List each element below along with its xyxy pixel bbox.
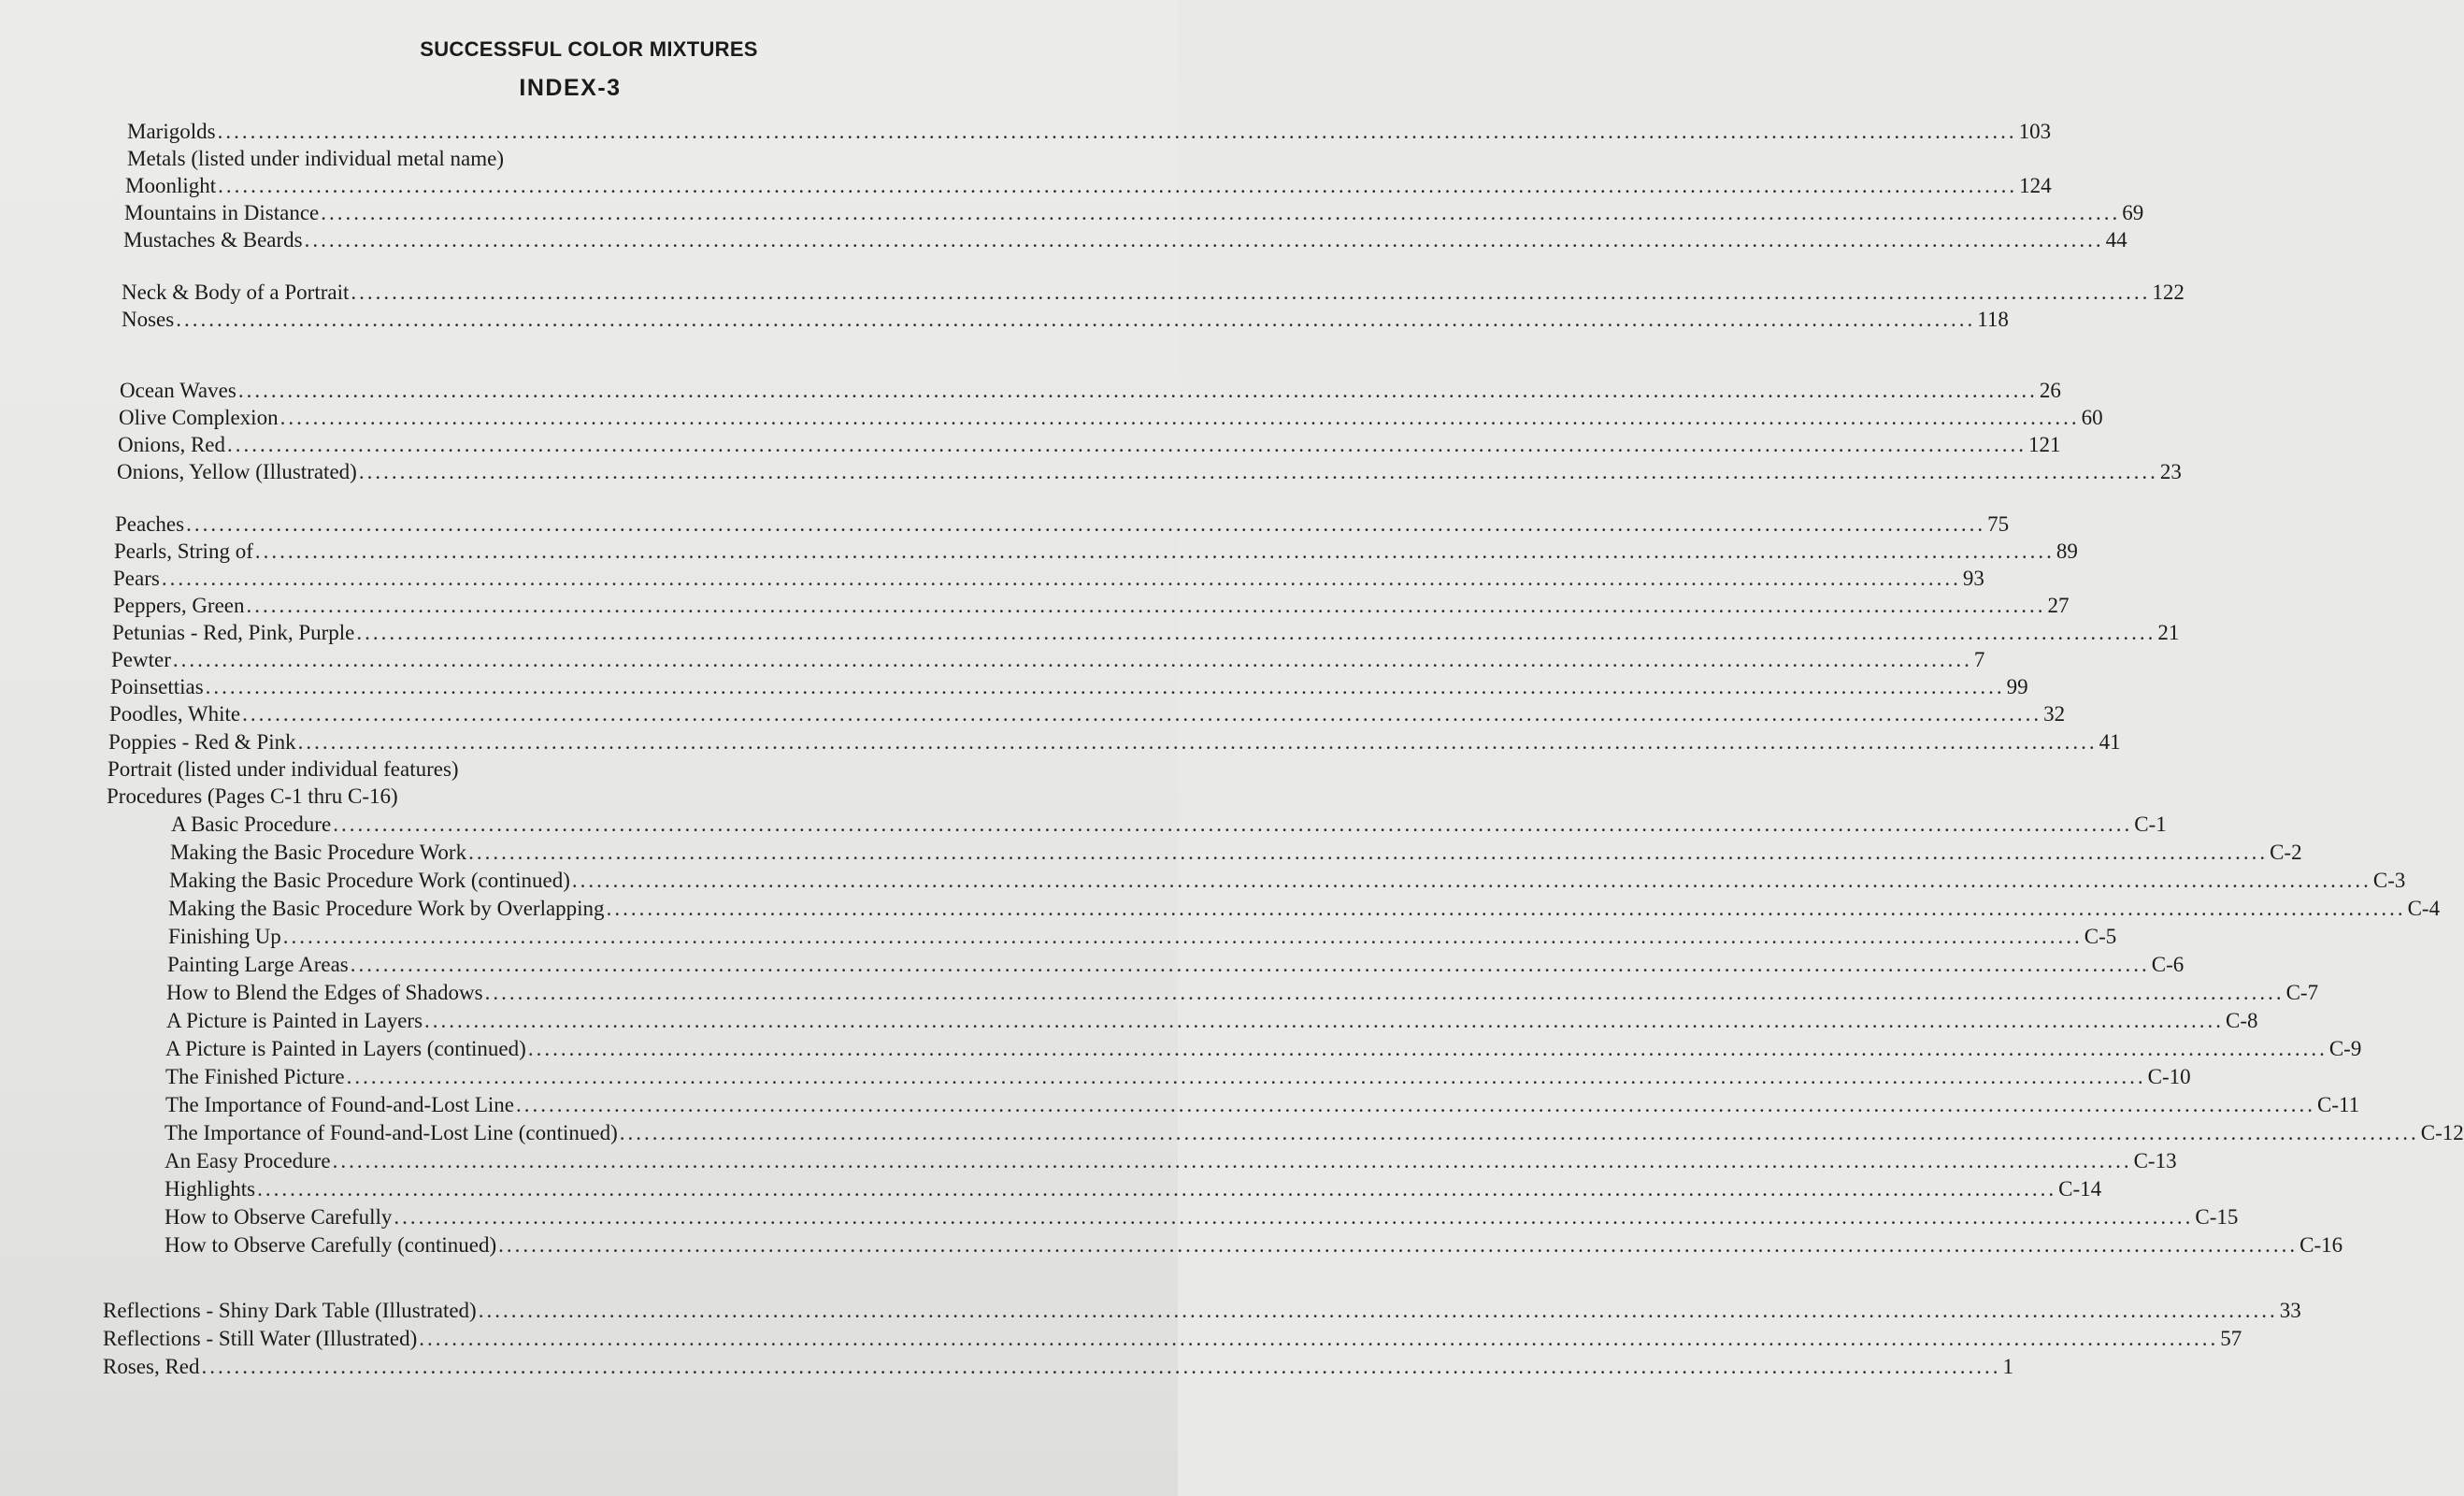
index-entry	[112, 619, 2180, 647]
index-entry-label: Reflections - Shiny Dark Table (Illustrated)	[103, 1299, 477, 1322]
dot-leader: ............................................................................................................................................................................................................................	[297, 730, 2098, 754]
index-entry	[110, 673, 2028, 701]
index-entry-page: 89	[2056, 539, 2078, 563]
index-entry	[165, 1091, 2360, 1119]
index-entry-label: Highlights	[165, 1177, 256, 1201]
index-entry-label: Peppers, Green	[113, 594, 245, 617]
index-entry-page: C-7	[2285, 981, 2319, 1004]
dot-leader: ............................................................................................................................................................................................................................	[351, 280, 2151, 304]
index-entry-label: Olive Complexion	[119, 406, 279, 429]
index-entry	[114, 538, 2078, 566]
index-entry-label: Marigolds	[127, 120, 216, 143]
index-entry-label: How to Blend the Edges of Shadows	[166, 981, 483, 1004]
index-entry	[122, 279, 2185, 307]
index-entry-label: A Picture is Painted in Layers (continued)	[165, 1037, 526, 1060]
dot-leader: ............................................................................................................................................................................................................................	[257, 1177, 2057, 1201]
index-entry	[125, 172, 2052, 200]
index-entry-page: C-8	[2226, 1009, 2258, 1032]
index-entry	[119, 404, 2103, 432]
index-entry-page: 122	[2152, 280, 2185, 304]
index-entry-label: Making the Basic Procedure Work by Overlapping	[168, 897, 605, 920]
index-entry	[111, 646, 1985, 674]
book-title: SUCCESSFUL COLOR MIXTURES	[420, 37, 758, 61]
index-entry-page: C-12	[2420, 1121, 2464, 1144]
index-entry-page: 69	[2122, 201, 2144, 224]
index-entry-label: Ocean Waves	[120, 379, 236, 402]
dot-leader: ............................................................................................................................................................................................................................	[478, 1299, 2278, 1322]
dot-leader: ............................................................................................................................................................................................................................	[484, 981, 2285, 1004]
index-entry-label: Poppies - Red & Pink	[108, 730, 296, 754]
dot-leader: ............................................................................................................................................................................................................................	[527, 1037, 2328, 1060]
index-entry-page: 57	[2220, 1327, 2242, 1350]
index-entry-label: Procedures (Pages C-1 thru C-16)	[107, 784, 398, 808]
index-entry-label: How to Observe Carefully (continued)	[165, 1233, 497, 1257]
index-entry-page: 93	[1962, 567, 1984, 590]
index-entry-label: Poodles, White	[109, 702, 241, 726]
index-entry	[166, 1007, 2258, 1035]
dot-leader: ............................................................................................................................................................................................................................	[279, 406, 2080, 429]
index-entry-page: 103	[2018, 120, 2052, 143]
dot-leader: ............................................................................................................................................................................................................................	[201, 1355, 2001, 1378]
index-entry-page: C-4	[2407, 897, 2441, 920]
index-entry-label: Mountains in Distance	[124, 201, 320, 224]
index-entry	[107, 755, 1097, 784]
index-entry-page: 27	[2047, 594, 2070, 617]
index-entry-label: Pears	[113, 567, 160, 590]
index-entry-label: Portrait (listed under individual features)	[107, 757, 459, 781]
index-entry-page: C-11	[2317, 1093, 2360, 1116]
index-entry-page: 60	[2081, 406, 2103, 429]
index-entry-page: C-15	[2195, 1205, 2239, 1229]
index-entry-page: C-14	[2058, 1177, 2102, 1201]
index-entry-page: 7	[1973, 648, 1985, 671]
index-entry	[165, 1175, 2102, 1203]
index-entry	[109, 700, 2066, 728]
index-entry	[165, 1035, 2362, 1063]
dot-leader: ............................................................................................................................................................................................................................	[237, 379, 2038, 402]
index-entry	[127, 145, 1087, 173]
index-entry	[168, 895, 2441, 923]
index-entry-label: Onions, Red	[118, 433, 225, 456]
dot-leader: ............................................................................................................................................................................................................................	[350, 953, 2150, 976]
index-entry	[118, 431, 2061, 459]
dot-leader: ............................................................................................................................................................................................................................	[358, 460, 2158, 483]
dot-leader: ............................................................................................................................................................................................................................	[227, 433, 2027, 456]
index-entry	[168, 923, 2117, 951]
index-entry-label: Painting Large Areas	[167, 953, 349, 976]
index-entry-label: Making the Basic Procedure Work	[170, 841, 467, 864]
index-entry	[165, 1119, 2464, 1147]
index-entry-page: 1	[2002, 1355, 2013, 1378]
index-entry	[113, 592, 2070, 620]
dot-leader: ............................................................................................................................................................................................................................	[205, 675, 2005, 698]
dot-leader: ............................................................................................................................................................................................................................	[356, 621, 2156, 644]
dot-leader: ............................................................................................................................................................................................................................	[332, 1149, 2132, 1172]
dot-leader: ............................................................................................................................................................................................................................	[606, 897, 2406, 920]
index-entry-label: Neck & Body of a Portrait	[122, 280, 350, 304]
index-entry-page: C-2	[2270, 841, 2302, 864]
index-entry-label: A Picture is Painted in Layers	[166, 1009, 423, 1032]
dot-leader: ............................................................................................................................................................................................................................	[419, 1327, 2219, 1350]
index-entry	[171, 811, 2167, 839]
index-entry-label: The Importance of Found-and-Lost Line (continued)	[165, 1121, 618, 1144]
index-entry-label: A Basic Procedure	[171, 813, 332, 836]
index-entry-page: 75	[1987, 512, 2010, 536]
index-entry-label: Pewter	[111, 648, 171, 671]
index-entry-page: C-1	[2134, 813, 2167, 836]
dot-leader: ............................................................................................................................................................................................................................	[346, 1065, 2146, 1088]
index-entry	[127, 118, 2052, 146]
index-entry	[124, 199, 2144, 227]
dot-leader: ............................................................................................................................................................................................................................	[161, 567, 1961, 590]
index-entry-page: C-3	[2372, 869, 2406, 892]
index-entry-page: 33	[2279, 1299, 2301, 1322]
index-entry	[103, 1297, 2301, 1325]
index-entry-page: C-5	[2084, 925, 2117, 948]
index-entry	[103, 1325, 2242, 1353]
dot-leader: ............................................................................................................................................................................................................................	[321, 201, 2121, 224]
index-entry-label: Metals (listed under individual metal name)	[127, 147, 505, 170]
index-entry-label: Roses, Red	[103, 1355, 200, 1378]
index-entry	[169, 867, 2406, 895]
index-entry	[170, 839, 2302, 867]
index-entry-label: Petunias - Red, Pink, Purple	[112, 621, 355, 644]
dot-leader: ............................................................................................................................................................................................................................	[172, 648, 1972, 671]
index-entry	[165, 1231, 2343, 1259]
index-entry-label: Reflections - Still Water (Illustrated)	[103, 1327, 418, 1350]
index-entry	[107, 783, 1097, 811]
dot-leader: ............................................................................................................................................................................................................................	[516, 1093, 2315, 1116]
dot-leader: ............................................................................................................................................................................................................................	[424, 1009, 2225, 1032]
index-entry-page: 44	[2105, 228, 2127, 252]
dot-leader: ............................................................................................................................................................................................................................	[242, 702, 2042, 726]
dot-leader: ............................................................................................................................................................................................................................	[246, 594, 2046, 617]
index-entry-label: Pearls, String of	[114, 539, 253, 563]
index-entry-label: An Easy Procedure	[165, 1149, 331, 1172]
index-entry	[117, 458, 2182, 486]
index-entry-label: Onions, Yellow (Illustrated)	[117, 460, 357, 483]
index-entry-page: 21	[2157, 621, 2180, 644]
index-entry	[123, 226, 2127, 254]
index-entry-label: The Finished Picture	[165, 1065, 345, 1088]
index-entry-page: C-16	[2299, 1233, 2343, 1257]
index-entry-page: 26	[2039, 379, 2061, 402]
dot-leader: ............................................................................................................................................................................................................................	[217, 120, 2017, 143]
index-entry-label: Making the Basic Procedure Work (continued)	[169, 869, 570, 892]
index-entry	[120, 377, 2061, 405]
index-entry-page: C-6	[2151, 953, 2185, 976]
index-entry-page: C-10	[2147, 1065, 2191, 1088]
dot-leader: ............................................................................................................................................................................................................................	[186, 512, 1986, 536]
index-entry-page: C-13	[2133, 1149, 2177, 1172]
page-title: INDEX-3	[519, 75, 622, 101]
dot-leader: ............................................................................................................................................................................................................................	[333, 813, 2133, 836]
dot-leader: ............................................................................................................................................................................................................................	[254, 539, 2055, 563]
index-entry	[103, 1353, 2013, 1381]
dot-leader: ............................................................................................................................................................................................................................	[468, 841, 2269, 864]
index-entry-page: 99	[2006, 675, 2028, 698]
index-entry-page: 124	[2019, 174, 2052, 197]
dot-leader: ............................................................................................................................................................................................................................	[218, 174, 2018, 197]
index-entry-label: Mustaches & Beards	[123, 228, 303, 252]
index-entry	[165, 1147, 2177, 1175]
dot-leader: ............................................................................................................................................................................................................................	[304, 228, 2104, 252]
dot-leader: ............................................................................................................................................................................................................................	[498, 1233, 2299, 1257]
index-entry	[167, 951, 2185, 979]
dot-leader: ............................................................................................................................................................................................................................	[571, 869, 2371, 892]
index-entry-label: Poinsettias	[110, 675, 204, 698]
index-entry	[165, 1203, 2239, 1231]
index-entry-page: 121	[2028, 433, 2061, 456]
index-entry-label: Moonlight	[125, 174, 217, 197]
index-entry-label: Noses	[122, 308, 175, 331]
index-entry	[166, 979, 2319, 1007]
index-entry-page: 41	[2099, 730, 2121, 754]
dot-leader: ............................................................................................................................................................................................................................	[394, 1205, 2194, 1229]
index-entry	[108, 728, 2121, 756]
dot-leader: ............................................................................................................................................................................................................................	[176, 308, 1976, 331]
index-entry-label: Peaches	[115, 512, 185, 536]
index-entry-page: C-9	[2328, 1037, 2362, 1060]
index-entry	[115, 511, 2010, 539]
index-entry	[113, 565, 1984, 593]
index-entry-label: Finishing Up	[168, 925, 281, 948]
index-entry	[165, 1063, 2191, 1091]
index-entry-label: How to Observe Carefully	[165, 1205, 393, 1229]
index-entry-page: 23	[2159, 460, 2182, 483]
dot-leader: ............................................................................................................................................................................................................................	[282, 925, 2083, 948]
index-entry-page: 32	[2043, 702, 2066, 726]
index-entry-page: 118	[1977, 308, 2009, 331]
index-entry	[122, 306, 2009, 334]
index-entry-label: The Importance of Found-and-Lost Line	[165, 1093, 514, 1116]
dot-leader: ............................................................................................................................................................................................................................	[619, 1121, 2419, 1144]
